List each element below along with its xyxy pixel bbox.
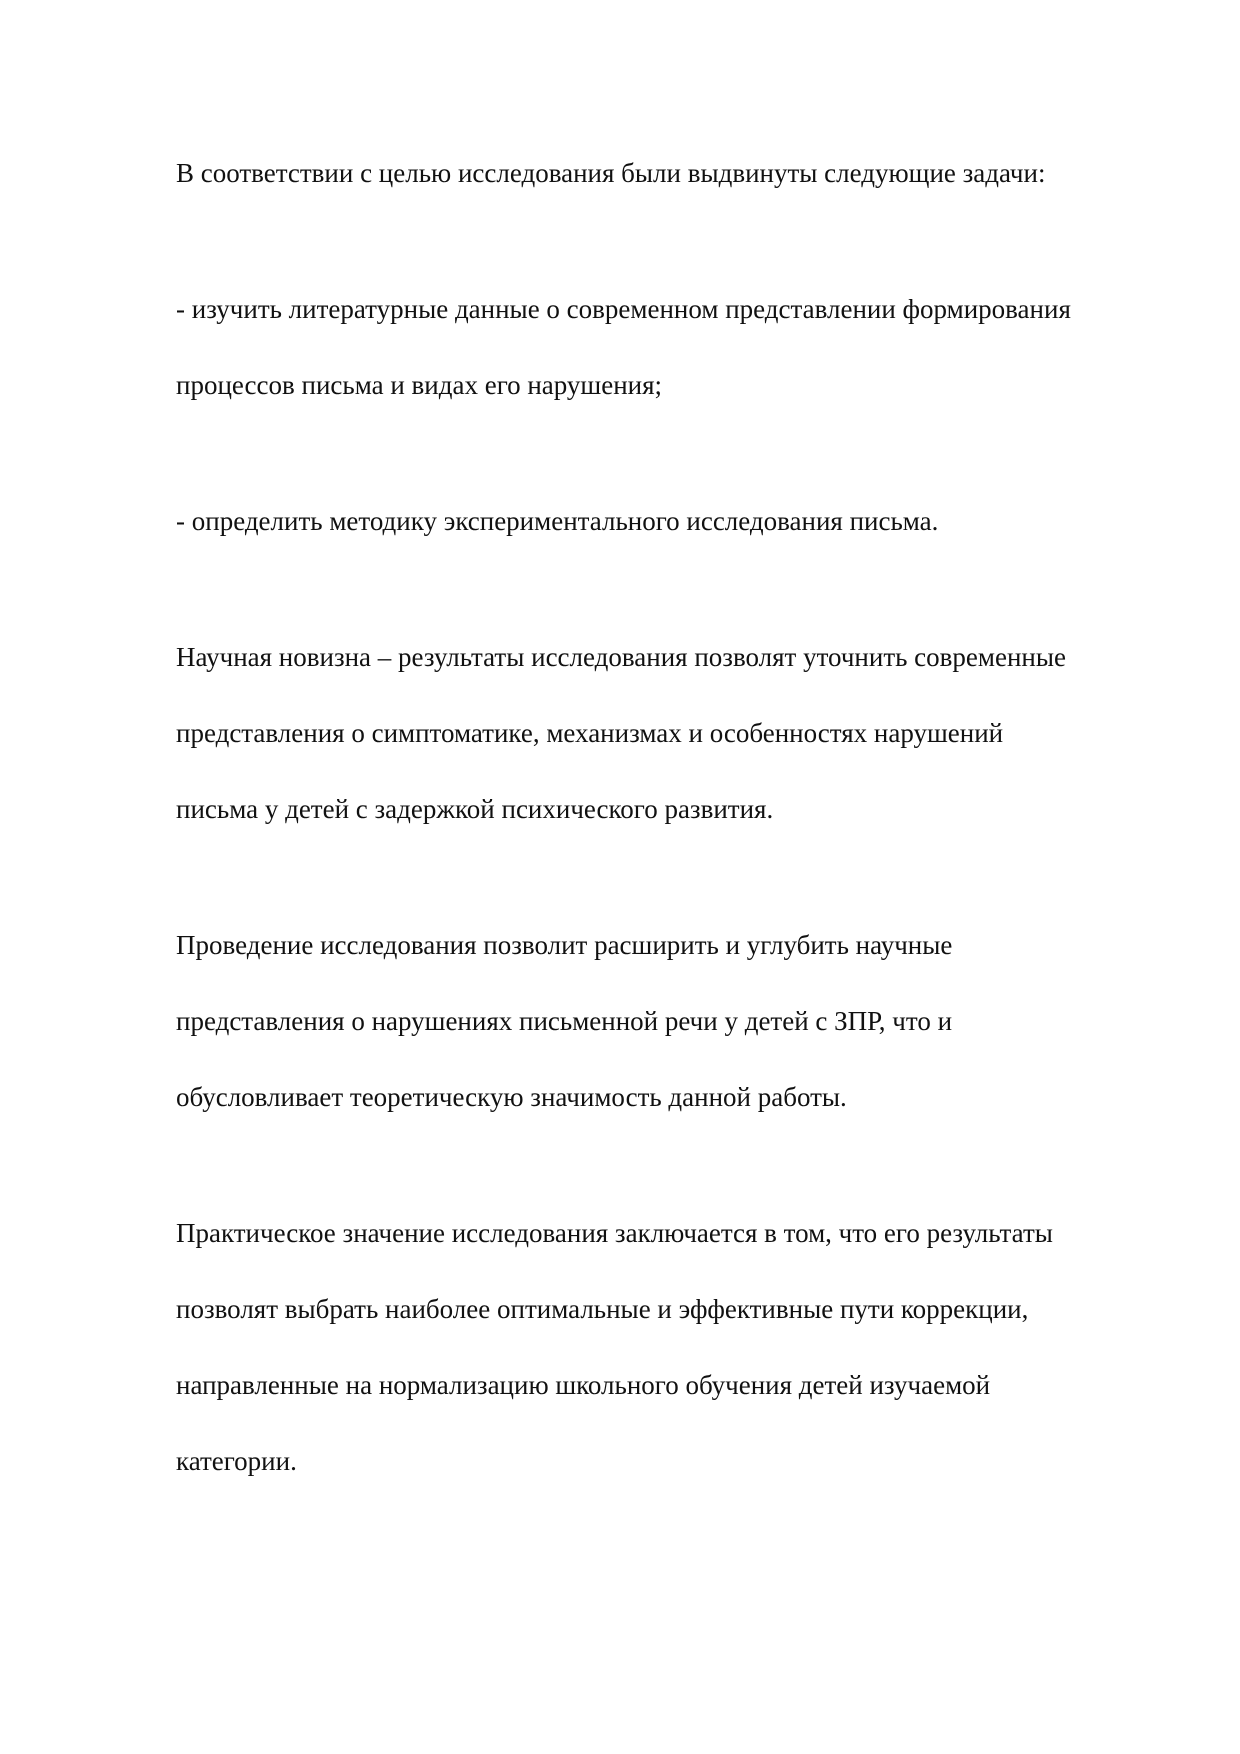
paragraph-line: Проведение исследования позволит расширить и углубить научные <box>176 930 953 960</box>
paragraph-task-1 <box>176 252 1156 442</box>
paragraph-theoretical-significance <box>176 888 1156 1154</box>
paragraph-line: направленные на нормализацию школьного обучения детей изучаемой <box>176 1370 991 1400</box>
paragraph-line: Научная новизна – результаты исследования позволят уточнить современные <box>176 642 1066 672</box>
paragraph-line: категории. <box>176 1446 297 1476</box>
paragraph-line: В соответствии с целью исследования были выдвинуты следующие задачи: <box>176 158 1046 188</box>
paragraph-practical-significance <box>176 1176 1156 1518</box>
paragraph-line: - определить методику экспериментального исследования письма. <box>176 506 939 536</box>
paragraph-line: письма у детей с задержкой психического развития. <box>176 794 774 824</box>
paragraph-line: - изучить литературные данные о современном представлении формирования <box>176 294 1071 324</box>
paragraph-task-2 <box>176 464 1156 578</box>
paragraph-line: обусловливает теоретическую значимость данной работы. <box>176 1082 847 1112</box>
paragraph-line: Практическое значение исследования заключается в том, что его результаты <box>176 1218 1053 1248</box>
paragraph-scientific-novelty <box>176 600 1156 866</box>
paragraph-tasks-intro <box>176 116 1156 230</box>
paragraph-line: представления о симптоматике, механизмах и особенностях нарушений <box>176 718 1004 748</box>
paragraph-line: позволят выбрать наиболее оптимальные и эффективные пути коррекции, <box>176 1294 1029 1324</box>
document-body <box>176 116 1156 1540</box>
paragraph-line: процессов письма и видах его нарушения; <box>176 370 663 400</box>
paragraph-line: представления о нарушениях письменной речи у детей с ЗПР, что и <box>176 1006 953 1036</box>
